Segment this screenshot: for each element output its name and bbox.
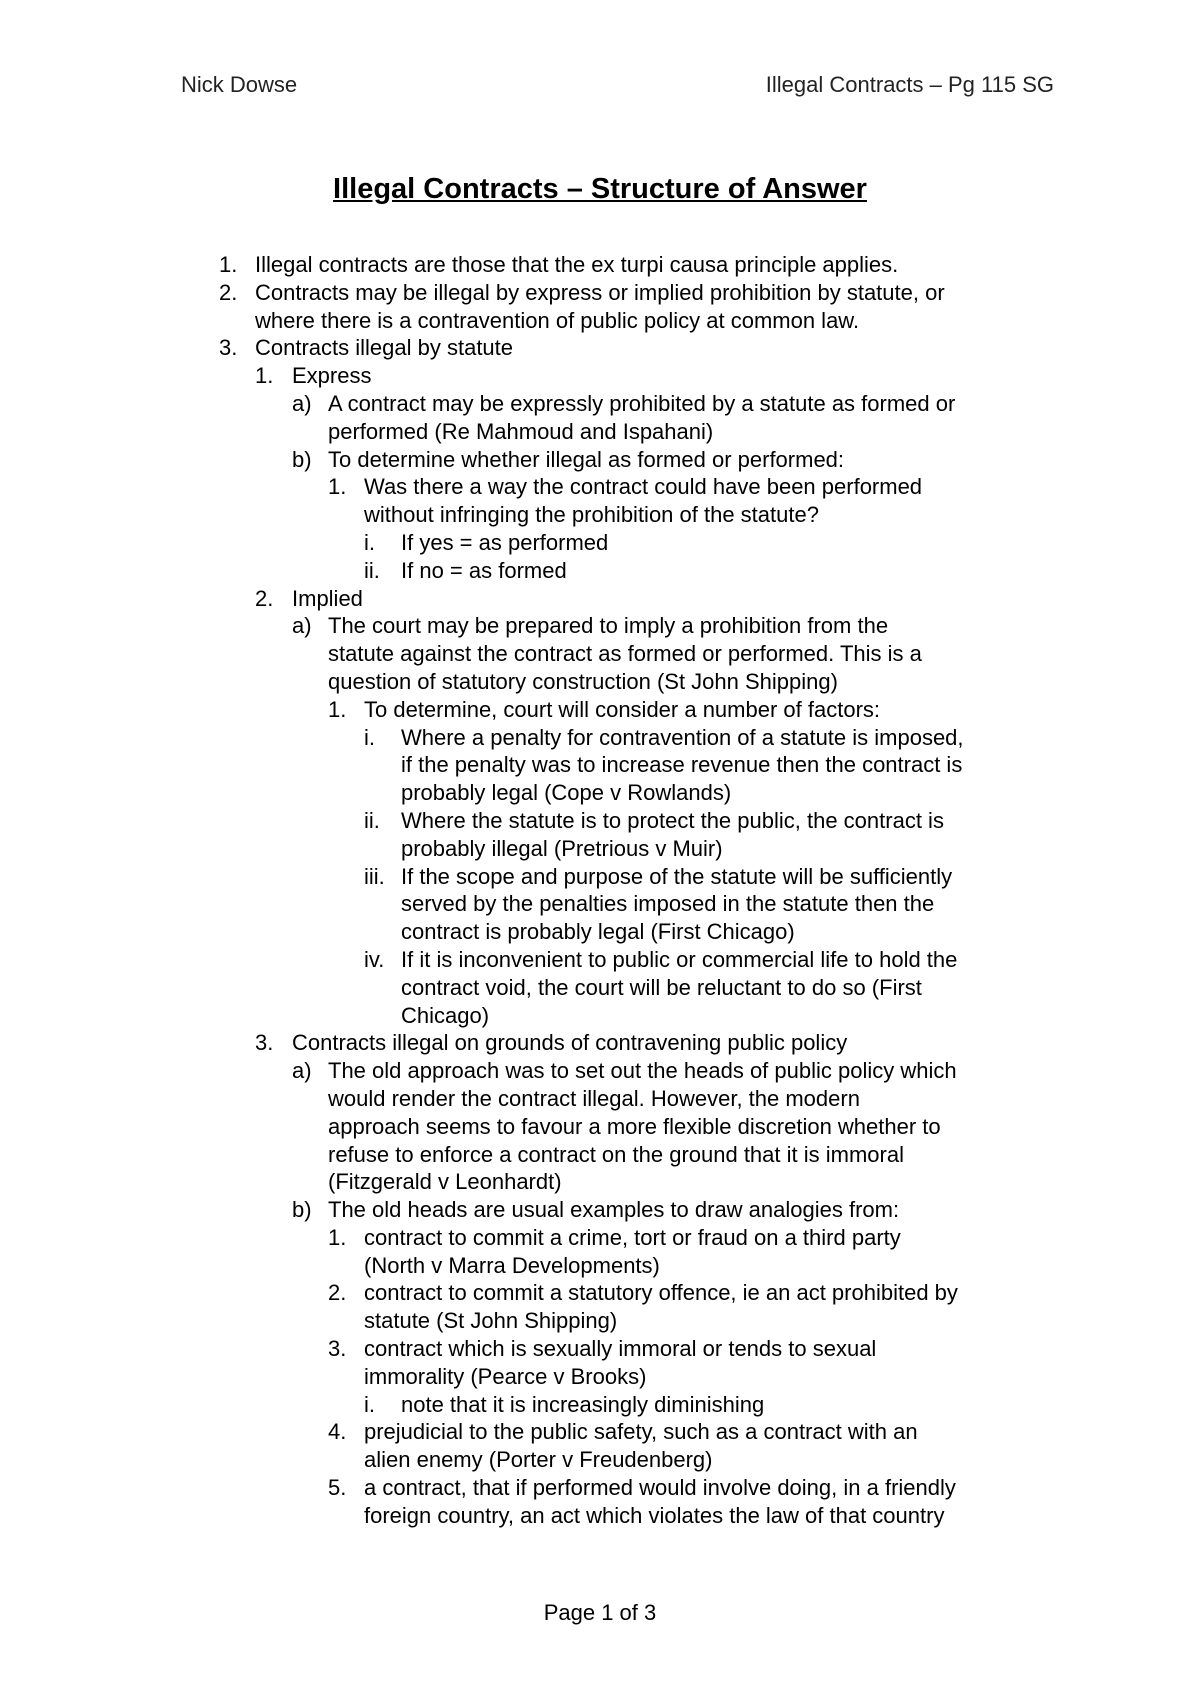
list-item-text: a contract, that if performed would involve doing, in a friendly: [364, 1475, 956, 1501]
outline-line: [0, 251, 1200, 279]
outline-line: [0, 1363, 1200, 1391]
outline-line: [0, 1029, 1200, 1057]
outline-line: [0, 1168, 1200, 1196]
list-marker: 2.: [219, 279, 238, 305]
list-item-text: statute against the contract as formed or performed. This is a: [328, 641, 922, 667]
list-item-text: performed (Re Mahmoud and Ispahani): [328, 418, 714, 444]
outline-line: [0, 473, 1200, 501]
list-item-text: refuse to enforce a contract on the ground that it is immoral: [328, 1141, 904, 1167]
outline-line: [0, 585, 1200, 613]
outline-line: [0, 696, 1200, 724]
list-marker: 1.: [255, 363, 274, 389]
list-item-text: contract to commit a statutory offence, ie an act prohibited by: [364, 1280, 958, 1306]
list-marker: b): [292, 446, 312, 472]
page-number: Page 1 of 3: [543, 1600, 657, 1625]
list-item-text: If it is inconvenient to public or commercial life to hold the: [401, 946, 958, 972]
outline-line: [0, 1446, 1200, 1474]
outline-line: [0, 529, 1200, 557]
list-marker: a): [292, 613, 312, 639]
outline-line: [0, 557, 1200, 585]
list-marker: ii.: [364, 807, 380, 833]
list-item-text: Contracts illegal on grounds of contravening public policy: [292, 1030, 848, 1056]
list-item-text: would render the contract illegal. However, the modern: [328, 1085, 860, 1111]
outline-line: [0, 362, 1200, 390]
list-item-text: question of statutory construction (St John Shipping): [328, 668, 838, 694]
list-item-text: If no = as formed: [401, 557, 567, 583]
outline-line: [0, 946, 1200, 974]
list-item-text: note that it is increasingly diminishing: [401, 1391, 765, 1417]
list-item-text: (North v Marra Developments): [364, 1252, 660, 1278]
outline-line: [0, 446, 1200, 474]
list-item-text: Illegal contracts are those that the ex turpi causa principle applies.: [255, 252, 899, 277]
outline-line: [0, 1085, 1200, 1113]
list-item-text: foreign country, an act which violates the law of that country: [364, 1502, 945, 1528]
list-item-text: contract void, the court will be reluctant to do so (First: [401, 974, 922, 1000]
outline-line: [0, 779, 1200, 807]
outline-line: [0, 863, 1200, 891]
list-item-text: Where the statute is to protect the public, the contract is: [401, 807, 944, 833]
outline-line: [0, 835, 1200, 863]
list-item-text: contract which is sexually immoral or tends to sexual: [364, 1336, 877, 1362]
list-item-text: Contracts illegal by statute: [255, 335, 514, 361]
outline-line: [0, 1141, 1200, 1169]
list-item-text: Implied: [292, 585, 363, 611]
outline-line: [0, 1418, 1200, 1446]
outline-line: [0, 807, 1200, 835]
outline-line: [0, 1224, 1200, 1252]
list-marker: a): [292, 1058, 312, 1084]
outline-line: [0, 974, 1200, 1002]
outline-line: [0, 1057, 1200, 1085]
outline-line: [0, 1196, 1200, 1224]
outline-line: [0, 724, 1200, 752]
list-marker: 1.: [219, 252, 238, 277]
list-item-text: probably illegal (Pretrious v Muir): [401, 835, 723, 861]
list-marker: a): [292, 390, 312, 416]
outline-line: [0, 918, 1200, 946]
list-item-text: alien enemy (Porter v Freudenberg): [364, 1447, 713, 1473]
list-item-text: The old approach was to set out the heads of public policy which: [328, 1058, 957, 1084]
list-marker: 1.: [328, 1224, 347, 1250]
list-item-text: If yes = as performed: [401, 529, 609, 555]
list-item-text: if the penalty was to increase revenue then the contract is: [401, 752, 963, 778]
outline-line: [0, 1335, 1200, 1363]
list-marker: b): [292, 1197, 312, 1223]
list-item-text: Was there a way the contract could have been performed: [364, 474, 923, 500]
list-item-text: probably legal (Cope v Rowlands): [401, 780, 732, 806]
list-item-text: To determine whether illegal as formed or performed:: [328, 446, 845, 472]
list-marker: 2.: [255, 585, 274, 611]
list-item-text: Contracts may be illegal by express or implied prohibition by statute, or: [255, 279, 945, 305]
list-item-text: statute (St John Shipping): [364, 1308, 618, 1334]
list-item-text: Chicago): [401, 1002, 490, 1028]
list-item-text: immorality (Pearce v Brooks): [364, 1363, 647, 1389]
outline-line: [0, 1002, 1200, 1030]
outline-line: [0, 1113, 1200, 1141]
outline-line: [0, 890, 1200, 918]
list-marker: 1.: [328, 696, 347, 722]
list-item-text: served by the penalties imposed in the statute then the: [401, 891, 935, 917]
list-item-text: Express: [292, 363, 372, 389]
header-author: Nick Dowse: [181, 72, 298, 97]
list-marker: i.: [364, 724, 375, 750]
outline-line: [0, 279, 1200, 307]
list-item-text: contract to commit a crime, tort or fraud on a third party: [364, 1224, 901, 1250]
list-marker: 3.: [255, 1030, 274, 1056]
list-item-text: prejudicial to the public safety, such as a contract with an: [364, 1419, 918, 1445]
list-marker: ii.: [364, 557, 380, 583]
outline-line: [0, 1279, 1200, 1307]
list-marker: 5.: [328, 1475, 347, 1501]
list-marker: 3.: [328, 1336, 347, 1362]
page-title: Illegal Contracts – Structure of Answer: [333, 173, 867, 205]
outline-line: [0, 1502, 1200, 1530]
list-marker: iii.: [364, 863, 385, 889]
outline-line: [0, 501, 1200, 529]
outline-line: [0, 307, 1200, 335]
list-item-text: without infringing the prohibition of the statute?: [364, 502, 819, 528]
list-item-text: (Fitzgerald v Leonhardt): [328, 1169, 562, 1195]
outline-list: [0, 251, 1200, 1530]
list-item-text: A contract may be expressly prohibited by a statute as formed or: [328, 390, 956, 416]
outline-line: [0, 640, 1200, 668]
list-marker: 4.: [328, 1419, 347, 1445]
header-reference: Illegal Contracts – Pg 115 SG: [765, 72, 1054, 97]
list-marker: 2.: [328, 1280, 347, 1306]
outline-line: [0, 612, 1200, 640]
list-item-text: where there is a contravention of public policy at common law.: [255, 307, 860, 333]
outline-line: [0, 668, 1200, 696]
list-marker: 1.: [328, 474, 347, 500]
outline-line: [0, 390, 1200, 418]
list-item-text: Where a penalty for contravention of a statute is imposed,: [401, 724, 964, 750]
list-item-text: approach seems to favour a more flexible discretion whether to: [328, 1113, 941, 1139]
list-marker: i.: [364, 1391, 375, 1417]
outline-line: [0, 1252, 1200, 1280]
list-item-text: To determine, court will consider a number of factors:: [364, 696, 881, 722]
outline-line: [0, 418, 1200, 446]
outline-line: [0, 1391, 1200, 1419]
outline-line: [0, 334, 1200, 362]
list-item-text: The old heads are usual examples to draw analogies from:: [328, 1197, 900, 1223]
list-item-text: The court may be prepared to imply a prohibition from the: [328, 613, 889, 639]
outline-line: [0, 751, 1200, 779]
outline-line: [0, 1474, 1200, 1502]
list-item-text: contract is probably legal (First Chicago): [401, 919, 795, 945]
list-marker: i.: [364, 529, 375, 555]
outline-line: [0, 1307, 1200, 1335]
list-marker: iv.: [364, 946, 385, 972]
list-marker: 3.: [219, 335, 238, 361]
list-item-text: If the scope and purpose of the statute will be sufficiently: [401, 863, 953, 889]
